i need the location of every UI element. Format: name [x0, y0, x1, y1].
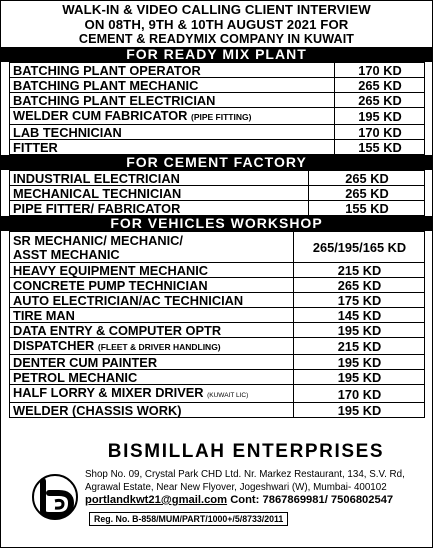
cement-jobs-table	[9, 170, 425, 216]
salary-cell	[309, 186, 425, 201]
job-title: PETROL MECHANIC	[13, 370, 138, 385]
job-title: BATCHING PLANT ELECTRICIAN	[13, 93, 216, 108]
job-title: HEAVY EQUIPMENT MECHANIC	[13, 263, 209, 278]
table-row	[10, 355, 425, 370]
salary: 155 KD	[345, 201, 389, 216]
salary-cell	[294, 293, 425, 308]
salary-cell	[294, 370, 425, 385]
table-row	[10, 370, 425, 385]
salary-cell	[335, 108, 425, 125]
table-row	[10, 232, 425, 263]
job-title: DATA ENTRY & COMPUTER OPTR	[13, 323, 222, 338]
salary-cell	[335, 63, 425, 78]
salary: 265 KD	[358, 93, 402, 108]
job-title-cell	[10, 125, 335, 140]
job-title: PIPE FITTER/ FABRICATOR	[13, 201, 181, 216]
email-link[interactable]: portlandkwt21@gmail.com	[85, 494, 228, 506]
company-logo-icon	[31, 473, 79, 521]
job-title: CONCRETE PUMP TECHNICIAN	[13, 278, 208, 293]
table-row	[10, 78, 425, 93]
registration-number: Reg. No. B-858/MUM/PART/1000+/5/8733/2011	[89, 512, 288, 526]
salary-cell	[294, 403, 425, 418]
salary: 145 KD	[337, 308, 382, 323]
salary-cell	[294, 308, 425, 323]
table-row	[10, 201, 425, 216]
table-row	[10, 278, 425, 293]
header-line-2: ON 08TH, 9TH & 10TH AUGUST 2021 FOR	[84, 17, 349, 32]
salary-cell	[335, 140, 425, 155]
job-title: DISPATCHER	[13, 338, 95, 353]
salary-cell	[335, 78, 425, 93]
footer	[1, 441, 432, 547]
salary-cell	[294, 385, 425, 403]
workshop-jobs-table	[9, 231, 425, 418]
job-title: TIRE MAN	[13, 308, 75, 323]
job-title-cell	[10, 108, 335, 125]
table-row	[10, 140, 425, 155]
job-title-cell	[10, 171, 309, 186]
job-note: (FLEET & DRIVER HANDLING)	[97, 342, 221, 352]
salary-cell	[309, 171, 425, 186]
job-title: LAB TECHNICIAN	[13, 125, 122, 140]
address	[85, 468, 405, 494]
table-row	[10, 63, 425, 78]
job-title-cell	[10, 201, 309, 216]
job-title: AUTO ELECTRICIAN/AC TECHNICIAN	[13, 293, 244, 308]
table-row	[10, 338, 425, 355]
salary: 170 KD	[358, 63, 402, 78]
table-row	[10, 403, 425, 418]
salary: 195 KD	[337, 403, 382, 418]
job-title-cell	[10, 78, 335, 93]
ready-mix-jobs-table	[9, 62, 425, 155]
table-row	[10, 263, 425, 278]
address-line-1: Shop No. 09, Crystal Park CHD Ltd. Nr. Markez Restaurant, 134, S.V. Rd,	[85, 469, 405, 480]
header-line-1: WALK-IN & VIDEO CALLING CLIENT INTERVIEW	[62, 2, 371, 17]
job-note: (PIPE FITTING)	[190, 112, 252, 122]
job-title: BATCHING PLANT OPERATOR	[13, 63, 201, 78]
job-title-cell	[10, 293, 294, 308]
salary-cell	[335, 125, 425, 140]
job-title-cell	[10, 323, 294, 338]
salary: 170 KD	[337, 386, 382, 402]
table-row	[10, 293, 425, 308]
job-title: WELDER CUM FABRICATOR	[13, 108, 188, 123]
job-title-cell	[10, 93, 335, 108]
salary: 265 KD	[358, 78, 402, 93]
job-title-cell	[10, 308, 294, 323]
job-title-cell	[10, 370, 294, 385]
job-note: (KUWAIT LIC)	[207, 392, 249, 399]
table-row	[10, 186, 425, 201]
salary-cell	[294, 232, 425, 263]
table-row	[10, 385, 425, 403]
salary: 195 KD	[337, 355, 382, 370]
phone-numbers: Cont: 7867869981/ 7506802547	[230, 494, 394, 506]
salary-cell	[294, 338, 425, 355]
job-title-cell	[10, 338, 294, 355]
salary-cell	[309, 201, 425, 216]
job-title-cell	[10, 140, 335, 155]
salary: 265 KD	[345, 186, 389, 201]
salary-cell	[335, 93, 425, 108]
salary: 195 KD	[337, 323, 382, 338]
job-title-line-2: ASST MECHANIC	[13, 246, 120, 262]
salary-cell	[294, 323, 425, 338]
salary-cell	[294, 263, 425, 278]
salary-cell	[294, 278, 425, 293]
salary: 265 KD	[337, 278, 382, 293]
job-title-cell	[10, 385, 294, 403]
table-row	[10, 171, 425, 186]
job-title: HALF LORRY & MIXER DRIVER	[13, 385, 204, 400]
salary: 195 KD	[337, 370, 382, 385]
salary: 265/195/165 KD	[312, 240, 407, 255]
company-name: BISMILLAH ENTERPRISES	[107, 441, 385, 462]
salary: 175 KD	[337, 293, 382, 308]
salary: 215 KD	[337, 339, 382, 354]
job-title: SR MECHANIC/ MECHANIC/	[13, 232, 183, 248]
table-row	[10, 108, 425, 125]
table-row	[10, 93, 425, 108]
job-title: INDUSTRIAL ELECTRICIAN	[13, 171, 180, 186]
section-banner-workshop: FOR VEHICLES WORKSHOP	[1, 216, 432, 231]
header	[1, 1, 432, 47]
salary: 170 KD	[358, 125, 402, 140]
job-title: WELDER (CHASSIS WORK)	[13, 403, 182, 418]
header-line-3: CEMENT & READYMIX COMPANY IN KUWAIT	[78, 32, 355, 46]
job-title-cell	[10, 263, 294, 278]
salary: 195 KD	[358, 109, 402, 124]
section-banner-ready-mix: FOR READY MIX PLANT	[1, 47, 432, 62]
salary: 265 KD	[345, 171, 389, 186]
job-title-cell	[10, 403, 294, 418]
job-title-cell	[10, 63, 335, 78]
job-title: FITTER	[13, 140, 58, 155]
table-row	[10, 308, 425, 323]
job-title-cell	[10, 355, 294, 370]
job-title-cell	[10, 278, 294, 293]
job-title: MECHANICAL TECHNICIAN	[13, 186, 182, 201]
job-title: DENTER CUM PAINTER	[13, 355, 158, 370]
contact-line	[85, 494, 393, 506]
table-row	[10, 323, 425, 338]
section-banner-cement: FOR CEMENT FACTORY	[1, 155, 432, 170]
job-title-cell	[10, 232, 294, 263]
table-row	[10, 125, 425, 140]
address-line-2: Agrawal Estate, Near New Flyover, Jogeshwari (W), Mumbai- 400102	[85, 482, 387, 493]
salary: 155 KD	[358, 140, 402, 155]
salary: 215 KD	[337, 263, 382, 278]
salary-cell	[294, 355, 425, 370]
job-title-cell	[10, 186, 309, 201]
job-title: BATCHING PLANT MECHANIC	[13, 78, 199, 93]
